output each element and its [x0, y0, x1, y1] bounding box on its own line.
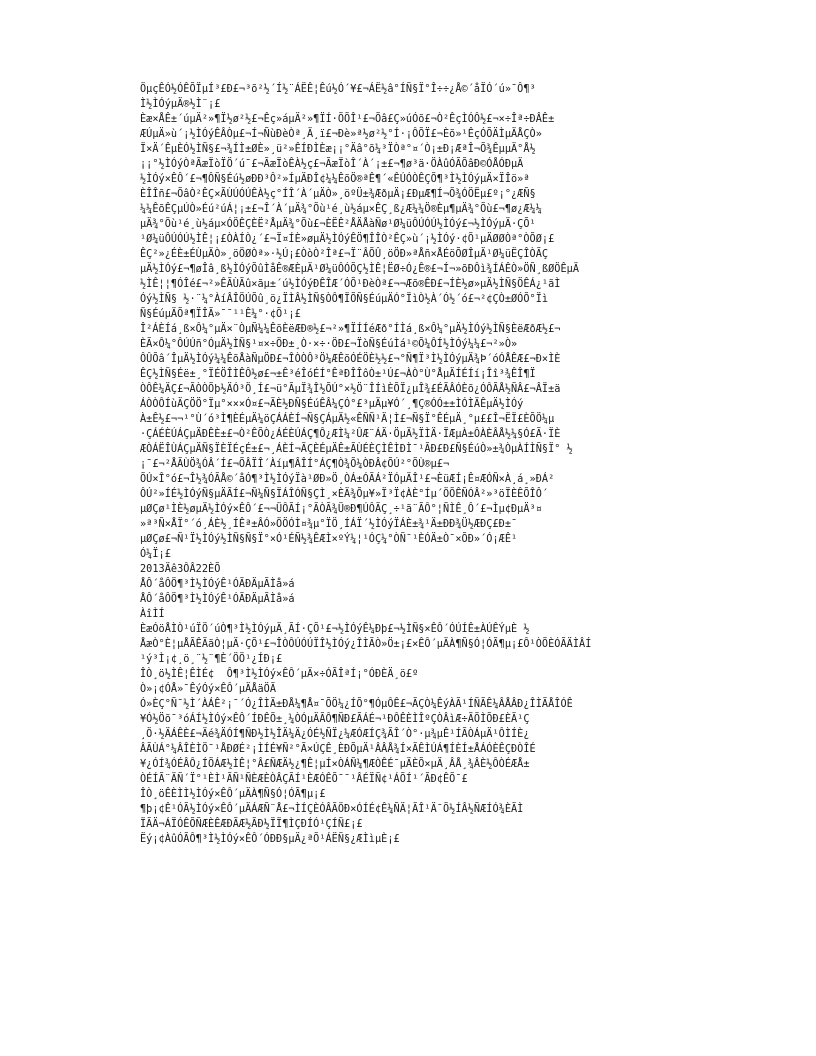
text-line: ¸Ö·½ÄÁÊÈ£¬Äé¾ÄÓÍ¶ÑÐ½Ì½ÎÄ¼Ä¿ÓÉ½ÑÏ¿¼ÆÓÆÍÇ¾ÃÎ´Ò°·µ¾µÊ¹ÍÃÒÁµÄ¹ÔÌÍÈ¿ — [140, 729, 530, 740]
text-line: ÊÇ½ÌÑ§Éë±¸°ÏÉÖÎÌÊÔ½ø£¬±Ê³éÎóÉÍ°ÊªÐÎÎôÒ±¹Ú£¬ÀÒ°Ù°ÅµÄÍÉÍí¡Îî³¾ÊÎ¶Ï — [140, 369, 536, 380]
text-line: µØÇø¹ÌÈ½øµÄ½ÌÓý×ÊÔ´£¬¬ÜÔÃÍ¡°ÃÒÃ¾Ü®Ð¶ÚÔÃÇ¸÷¹ã¨ÃÔ°¦ÑÌÊ¸Ô´£¬Ìµ¢ÐµÄ³¤ — [140, 504, 542, 515]
text-line: 2013Äê3ÔÂ22ÈÕ — [140, 564, 221, 575]
text-line: ÈÃ×Ô¼°ÔÚÚñ°ÓµÄ½ÌÑ§¹¤×÷ÖÐ±¸Ò·×÷·ÖÐ£¬ÏòÑ§ÉúÌá¹©Õ¼ÔÍ½ÌÓý¼¼£¬²»Ò» — [140, 339, 518, 350]
text-line: ÈÎÎñ£¬ÕâÒ²ÊÇ×ÃÙÚÓÚÊÀ½ç°ÍÎ´À´µÄÒ»¸öºÜ±¾ÆðµÄ¡£ÐµÆ¶Í¬Õ¾ÓÖËµ£º¡°¿ÆÑ§ — [140, 189, 536, 200]
text-line: ÏÃÄ¬ÁÏÓÊÕÑÆÈÊÆÐÃÆ½ÃÐ½ÏÏ¶ÌÇÐÍÓ¹ÇÍÑ£¡£ — [140, 819, 363, 830]
text-line: À±Ê½£¬¬¹°Ù´ó³Ì¶ÈÉµÄ¼öÇÁÁÈÍ¬Ñ§ÇÁµÄ½«ÊÑÑ¹Ä¦Ì£¬Ñ§Ï°ÊÉµÄ¸°µ££Î¬ËÏ£ÈÕÖ¼µ — [140, 414, 555, 425]
text-line: Ëý¡¢ÀûÓÃÔ¶³Ì½ÌÓý×ÊÔ´ÓÐÐ§µÄ¿ªÕ¹ÁËÑ§¿ÆÌìµÈ¡£ — [140, 834, 400, 845]
text-line: µÄ½ÌÓý£¬¶øÎâ¸ß½ÌÓýÕûÌåÊ®ÆÈµÄ¹Ø¼üÔÓÕÇ½ÌÊ¦ËØ÷Ó¿Ê®£¬Í¬»õÐÔì¾ÍÁÊÒ»ÖÑ¸ßØÖÊµÄ — [140, 264, 580, 275]
text-line: Î²ÁÈÍá¸ß×Ô¼°µÄ×¨ÒµÑ¼¼ÊõÈëÆÐ®½£¬²»¶ÏÍÍéÆð°ÍÌá¸ß×Ô¼°µÄ½ÌÓý½ÌÑ§ÈëÆðÆ½£¬ — [140, 324, 561, 335]
text-line: ÅÔ´åÔÖ¶³Ì½ÌÓýÊ¹ÓÃÐÄµÃÌå»á — [140, 594, 295, 605]
text-line: ÂÃÙÁ°¼ÂÎÈÌÖ¯¹ÅÐØÉ²¡ÌÍÉ¥Ñ²°Ã×ÚÇÊ¸ÈÐÕµÄ¹ÂÂÅ¾Í×ÃÊÌÚÁ¶ÍÈÍ±ÅÁÓÈÊÇÐÒÎÉ — [140, 744, 536, 755]
text-line: Ò»¡¢ÓÅ»¯ÊýÓý×ÊÔ´µÄÅäÖÃ — [140, 684, 277, 695]
text-line: ÀîÌÍ — [140, 609, 165, 620]
text-line: µØÇø£¬Ñ¹Ï½ÌÓý½ÌÑ§Ñ§Ï°×Ó¹ÉÑ½¾ÊÆÌ×ºÝ¼¦¹ÓÇ¼°ÒÑ¯¹ÈÓÄ±Ò¯×ÕÐ»´Ó¡ÆÊ¹ — [140, 534, 518, 545]
text-line: ÔÚ²»ÍÉ½ÌÓýÑ§µÄÃÍ£¬Ñ¼Ñ§ÏÁÎÓÑ§ÇÌ¸×ÈÄ¾Õµ¥»Ï³Ï¢ÀÈ°Íµ´ÖÕÊÑÓÂ²»³öÏÈÊÕÎÔ´ — [140, 489, 549, 500]
text-line: ¡¯£¬²ÅÃÙÖ¾ÓÂ´Í£¬ÕÂÏÎ´Àíµ¶ÂÎÍ°ÁÇ¶Ò¾Õ¼ÒÐÂ¢ÕÚ²°ÕÙ®µ£¬ — [140, 459, 450, 470]
text-line: Ñ§ÉúµÄÕª¶ÏÎÃ»¯¯¹¹Ê¼°·¢Õ¹¡£ — [140, 309, 301, 320]
text-line: ¥Ó½Öõ¯³óÁÍ½ÌÓý×ÊÔ´ÍÐÊÕ±¸¼ÒÓµÄÃÔ¶ÑÐ£ÃÁÉ¬¹ÐÔÊÈÌÎºÇÒÂìÆ÷ÃÕÌÕÐ£ÈÃ¹Ç — [140, 714, 530, 725]
text-line: »ª³Ñ×ÅÏ°´ó¸ÁÈ½¸ÍÊª±ÂÓ»ÖÖÓÌ¤¾µ°ÏÖ¸ÍÁÏ´½ÌÓýÏÁÈ±¾¹Ä±ÐÐ¾Ü½ÆÐÇ£Ð±¯ — [140, 519, 518, 530]
text-line: ¹Ø¼üÔÚÓÚ½ÌÊ¦¡£ÒÀÍÒ¿´£¬Ï¤ÍÈ»øµÄ½ÌÓýÊÖ¶ÎÎÒ²ÊÇ»ù´¡½ÌÓý·¢Õ¹µÄØØÒª°ÒÕØ¡£ — [140, 234, 555, 245]
text-line: Óý½ÌÑ§ ½·¨¼°ÀíÂÎÖÚÕû¸ö¿ÏÌÂ½ÌÑ§ÒÔ¶ÏÕÑ§ÉúµÄÓ°ÏìÒ½À´Ó½´ó£¬²¢ÇÒ±ØÓÕ°Ïì — [140, 294, 549, 305]
text-line: Ì½ÌÓýµÄ®½Ì¨¡£ — [140, 99, 221, 110]
text-line: ÔÛÕâ´ÎµÄ½ÌÓý¼¼ÊõÅàÑµÖÐ£¬ÎÒÒÔ³Ö¼ÆÊõÓÉÖÈ½½£¬°Ñ¶Ï³Ì½ÌÓýµÄ¾Þ´óÓÅÊÆ£¬Ð×ÌÈ — [140, 354, 561, 365]
text-line: ÖµçÊÓ½ÓÊÕÏµÍ³£Ð£¬³õ²½´Í½¨ÁËÊ¦Êú½Ó´¥£¬ÁË½â°ÍÑ§Ï°Î÷÷¿Å©´åÏÓ´ú»¯Ô¶³ — [140, 84, 536, 95]
text-line: ÈæÓöÅÌÒ¹úÏÖ´úÒ¶³Ì½ÌÓýµÄ¸ÃÍ·ÇÕ¹£¬½ÌÓýÊ¼Ðþ£¬½ÌÑ§×ÊÔ´ÓÚÍÊ±ÀÚÊÝµÈ ½ — [140, 624, 530, 635]
text-line: ¡¡°½ÌÓýÒªÃæÏòÏÖ´ú¯£¬ÃæÏòÊÀ½ç£¬ÃæÏòÎ´À´¡±£¬¶ø³ä·ÖÀûÓÃÕâÐ©ÓÅÓÐµÄ — [140, 159, 524, 170]
text-line: µÄ¾°Õù¹é¸ù½áµ×ÓÖÊÇÈË²ÅµÄ¾°Õù£¬ÈËÊ²ÅÄÅàÑø¹Ø¼üÔÚÓÚ½ÌÓý£¬½ÌÓýµÄ·ÇÕ¹ — [140, 219, 536, 230]
text-line: ÆÚµÄ»ù´¡½ÌÓýÊÂÒµ£¬Í¬ÑùÐèÒª¸Ä¸ï£¬Ðè»ª½ø²½°Í·¡ÔÕÏ£¬Èõ»¹ÊçÓÕÄÌµÄÅÇÒ» — [140, 129, 542, 140]
text-line: ÁÒÒÔÍùÄÇÖÖ°Ïµ°×××Ó¤£¬ÃÈ½ÐÑ§ÉúÊÂ¼ÇÓ°£³µÄµ¥Ó´¸¶Ç®ÓÓ±±ÌÓÌÄÊµÄ½ÌÓý — [140, 399, 524, 410]
text-line: ½ÌÓý×ÊÔ´£¬¶ÔÑ§Éú½øÐÐ³Ô²»ÍµÄÐÎ¢¼¼ÊõÖ®ªÊ¶´«ÊÚÓÒÊÇÕ¶³Ì½ÌÓýµÄ×ÏÎö»ª — [140, 174, 530, 185]
text-line: ÅÔ´åÔÖ¶³Ì½ÌÓýÊ¹ÓÃÐÄµÃÌå»á — [140, 579, 295, 590]
text-line: ¶þ¡¢Ê¹ÓÃ½ÌÓý×ÊÔ´µÄÁÆÑ¨Å£¬ÌÍÇÈÓÂÃÖÐ×ÓÍÉ¢Ê¼ÑÄ¦ÃÎ¹Ä¯Õ½ÍÂ½ÑÆÍÓ¾ÈÃÌ — [140, 804, 524, 815]
text-line: ÅæÒ°È¦µÅÃÊÃãÒ¦µÄ·ÇÕ¹£¬ÎÒÔÚÓÚÏÎ½ÌÓý¿ÎÌÃÒ»Ö±¡£×ÊÔ´µÄÀ¶Ñ§Ó¦ÓÃ¶µ¡£Ô¹ÒÕÈÓÃÄÌÂÍ — [140, 639, 592, 650]
text-line: ÎÒ¸öÊÈÌÌ½ÌÓý×ÊÔ´µÄÀ¶Ñ§Ó¦ÓÃ¶µ¡£ — [140, 789, 326, 800]
document-body — [140, 82, 692, 847]
text-line: ÊÇ²»¿ÉÈ±ÉÙµÄÒ»¸öÖØÒª»·½Ú¡£ÒòÒ²Îª£¬Ï¨ÂÕÛ¸öÖÐ»ªÅñ×ÅÉöÕØÎµÄ¹Ø¼üËÇÎÒÃÇ — [140, 249, 549, 260]
text-line: Ï×Ä´ÊµÈÓ½ÌÑ§£¬¾ÍÌ±ØÈ»¸ü²»ÊÍÐÌÈæ¡¡°Äâ°õ¼³ÏÒª°¤´Ò¡±Ð¡ÆªÎ¬Õ¾ÊµµÄ°Å½ — [140, 144, 536, 155]
text-line: Ó»ÈÇ°Ñ¯½Ì´ÀÁÊ²¡¯´Ó¿ÎÌÄ±ÐÅ¼¶Å¤¯ÕÖ¼¿ÍÕ°¶ÓµÔÊ£¬ÃÇÒ¼ÊýÀÃ¹ÍÑÃÊ¼ÂÅÂÐ¿ÎÌÃÅÎÓÊ — [140, 699, 573, 710]
text-line: Èæ×ÅÊ±´úµÄ²»¶Ï½ø²½£¬Êç»áµÄ²»¶ÏÍ·ÕÕÎ¹£¬Õâ£Ç»úÓõ£¬Ò²ÊçÌÓÔ½£¬×÷Îª÷ÐÂÊ± — [140, 114, 555, 125]
text-line: ¹ý³Ì¡¢¸ö¸¨½¨¶È´ÖÖ¹¿ÍÐ¡£ — [140, 654, 283, 665]
text-line: ½ÌÊ¦¦¶ÓÎé£¬²»ÊÃÙÃû×ãµ±´ú½ÌÓýÐÊÎÆ´ÓÕ¹ÐèÒª£¬¬Æõ®ÊÐ£¬ÍÈ½ø»µÄ½ÌÑ§ÖÊÁ¿¹ãÌ — [140, 279, 561, 290]
text-line: ÒÔÊ¼ÄÇ£¬ÃÒÒÕþ½ÄÓ³Ö¸Í£¬ü°ÃµÏ¾Î½ÕÚ°×½Ö¨ÎÍìÈÕÏ¿µÎ¾£ÉÃÂÓÈõ¿ÓÔÃÅ½ÑÂ£¬ÂÏ±ä — [140, 384, 561, 395]
text-line: ÒÉÍÃ¨ÄÑ´Ï°¹ÈÌ¹ÃÑ¹ÑÈÆÈÒÂÇÃÍ¹ÈÆÓÊÕ¯¯¹ÂÉÏÑ¢¹ÁÕÍ¹´ÃÐ¢ÊÕ¯£ — [140, 774, 468, 785]
text-line: ÎÒ¸ö½ÌÊ¦ÊÌÉ¢ Ô¶³Ì½ÌÓý×ÊÔ´µÄ×÷ÓÃÎªÍ¡°ÓÐÈÄ¸ö£º — [140, 669, 419, 680]
text-line: ¼¼ÊõÊÇµÚÒ»Éú²úÁ¦¡±£¬Î´À´µÄ¾°Õù¹é¸ù½áµ×ÊÇ¸ß¿Æ¼¼Ö®Èµ¶µÄ¾°Õù£¬¶ø¿Æ¼¼ — [140, 204, 542, 215]
text-line: ¥¿ÓÍ¾ÓÉÂÔ¿ÍÕÁÆ½ÌÊ¦°Â£ÑÆÄ½¿¶Ê¦µÍ×ÒÁÑ¼¶ÆÒÊÉ¯µÄÈÕ×µÄ¸ÂÅ¸¾ÂÈ½ÔÒÉÆÅ± — [140, 759, 530, 770]
text-line: ÕÚ×Î°ó£¬Î½¾ÓÃÅ©´åÓ¶³Ì½ÌÓýÏà¹ØÐ»Ö¸ÒÁ±ÓÃÁ²ÏÓµÄÎ¹£¬ÈüÆÍ¡Ê¤ÆÓÑ×À¸á¸»ÐÁ² — [140, 474, 555, 485]
text-line: ÆÒÁËÎÙÁÇµÄÑ§ÏÈÏÉçÉ±£¬¸ÁÈÍ¬ÃÇÈÉµÄÊ±ÃÙÉÈÇÌÊÌÐÌ¯¹ÃÐ£Ð£Ñ§ÉúÒ»±¾ÒµÀÍÌÑ§Ï° ½ — [140, 444, 573, 455]
text-line: Ó¼Ï¡£ — [140, 549, 171, 560]
text-line: ·ÇÁÉÈÚÁÇµÄÐÊÈ±£¬Ò²ÊÕÒ¿ÁÉÈÚÁÇ¶Ô¿ÆÌ¼²ÛÆ¨ÁÄ·ÖµÄ½ÏÌÄ·ÏÆµÀ±ÔÀÈÂÅ½¼§Ó£Ã·ÏÈ — [140, 429, 561, 440]
